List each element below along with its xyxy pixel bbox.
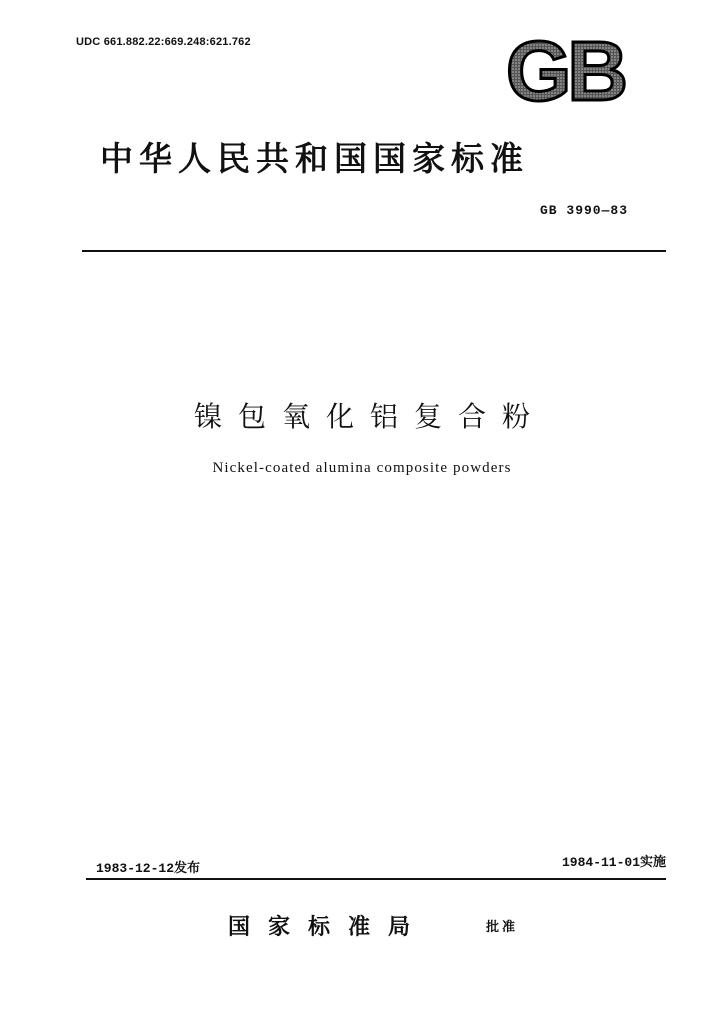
title-english: Nickel-coated alumina composite powders (212, 460, 512, 476)
effective-date: 1984-11-01实施 (561, 855, 666, 870)
gb-logo-text: GB (506, 32, 624, 108)
issue-date: 1983-12-12发布 (96, 861, 201, 876)
approve-label: 批准 (486, 920, 519, 935)
gb-logo (494, 32, 636, 108)
title-chinese: 镍包氧化铝复合粉 (193, 400, 546, 433)
standard-number: GB 3990—83 (539, 203, 628, 218)
udc-code: UDC 661.882.22:669.248:621.762 (76, 36, 251, 48)
standard-title: 中华人民共和国国家标准 (100, 139, 529, 178)
approving-authority: 国家标准局 (228, 915, 429, 940)
footer-divider (86, 878, 666, 880)
header-divider (82, 250, 666, 252)
